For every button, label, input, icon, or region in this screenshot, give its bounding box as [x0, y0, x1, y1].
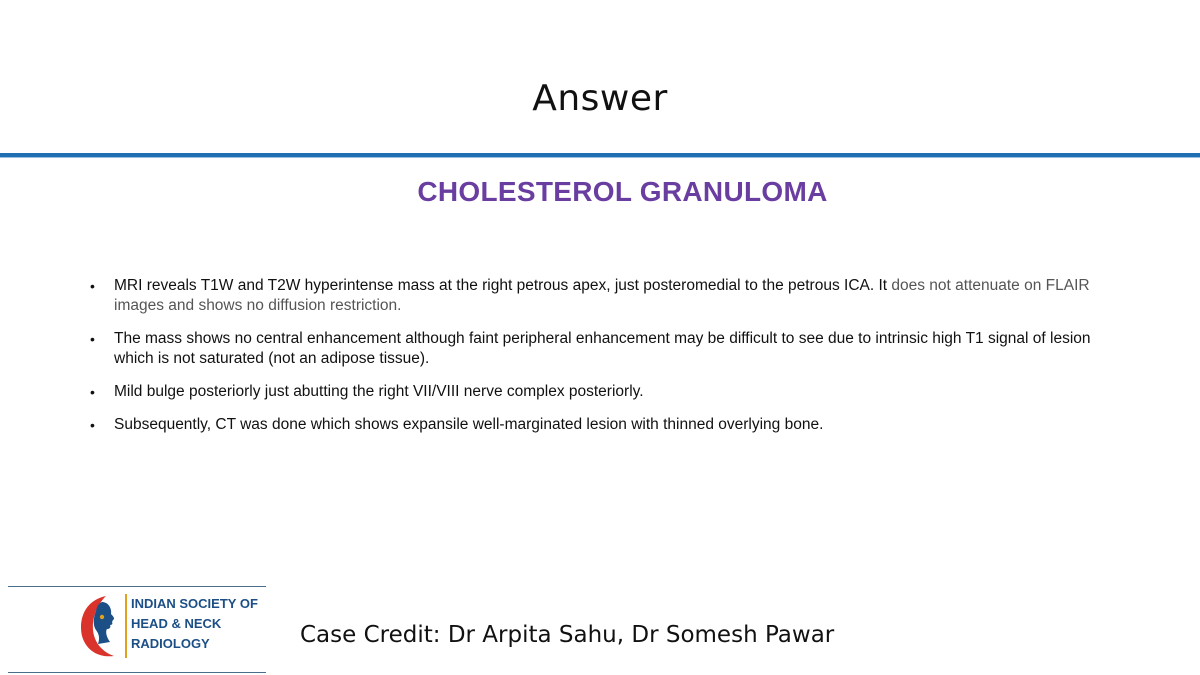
bullet-text: Subsequently, CT was done which shows expansile well-marginated lesion with thinned overlying bone. — [114, 416, 824, 433]
bullet-text: The mass shows no central enhancement although faint peripheral enhancement may be difficult to see due to intrinsic high T1 signal of lesion which is not saturated (not an adipose tissue). — [114, 330, 1091, 367]
logo-text-line: INDIAN SOCIETY OF — [131, 596, 258, 611]
list-item — [90, 276, 1110, 316]
findings-list — [90, 276, 1110, 448]
society-logo — [8, 586, 268, 674]
list-item — [90, 382, 1110, 402]
head-profile-emblem-icon — [76, 592, 124, 662]
bullet-text: MRI reveals T1W and T2W hyperintense mass at the right petrous apex, just posteromedial to the petrous ICA. It — [114, 277, 892, 294]
logo-text-block — [125, 594, 258, 658]
bullet-text-muted: does not attenuate on FLAIR images and shows no diffusion restriction. — [114, 277, 1090, 314]
case-credit: Case Credit: Dr Arpita Sahu, Dr Somesh Pawar — [300, 622, 835, 648]
list-item — [90, 329, 1110, 369]
logo-text-line: RADIOLOGY — [131, 636, 210, 651]
diagnosis-heading: CHOLESTEROL GRANULOMA — [417, 176, 828, 207]
bullet-icon: • — [90, 278, 95, 294]
list-item — [90, 415, 1110, 435]
logo-text-line: HEAD & NECK — [131, 616, 222, 631]
header-divider-shade — [0, 157, 1200, 158]
logo-rule-bottom — [8, 672, 266, 673]
bullet-icon: • — [90, 384, 95, 400]
slide-title: Answer — [532, 78, 668, 119]
bullet-icon: • — [90, 417, 95, 433]
logo-rule-top — [8, 586, 266, 587]
bullet-icon: • — [90, 331, 95, 347]
bullet-text: Mild bulge posteriorly just abutting the right VII/VIII nerve complex posteriorly. — [114, 383, 644, 400]
